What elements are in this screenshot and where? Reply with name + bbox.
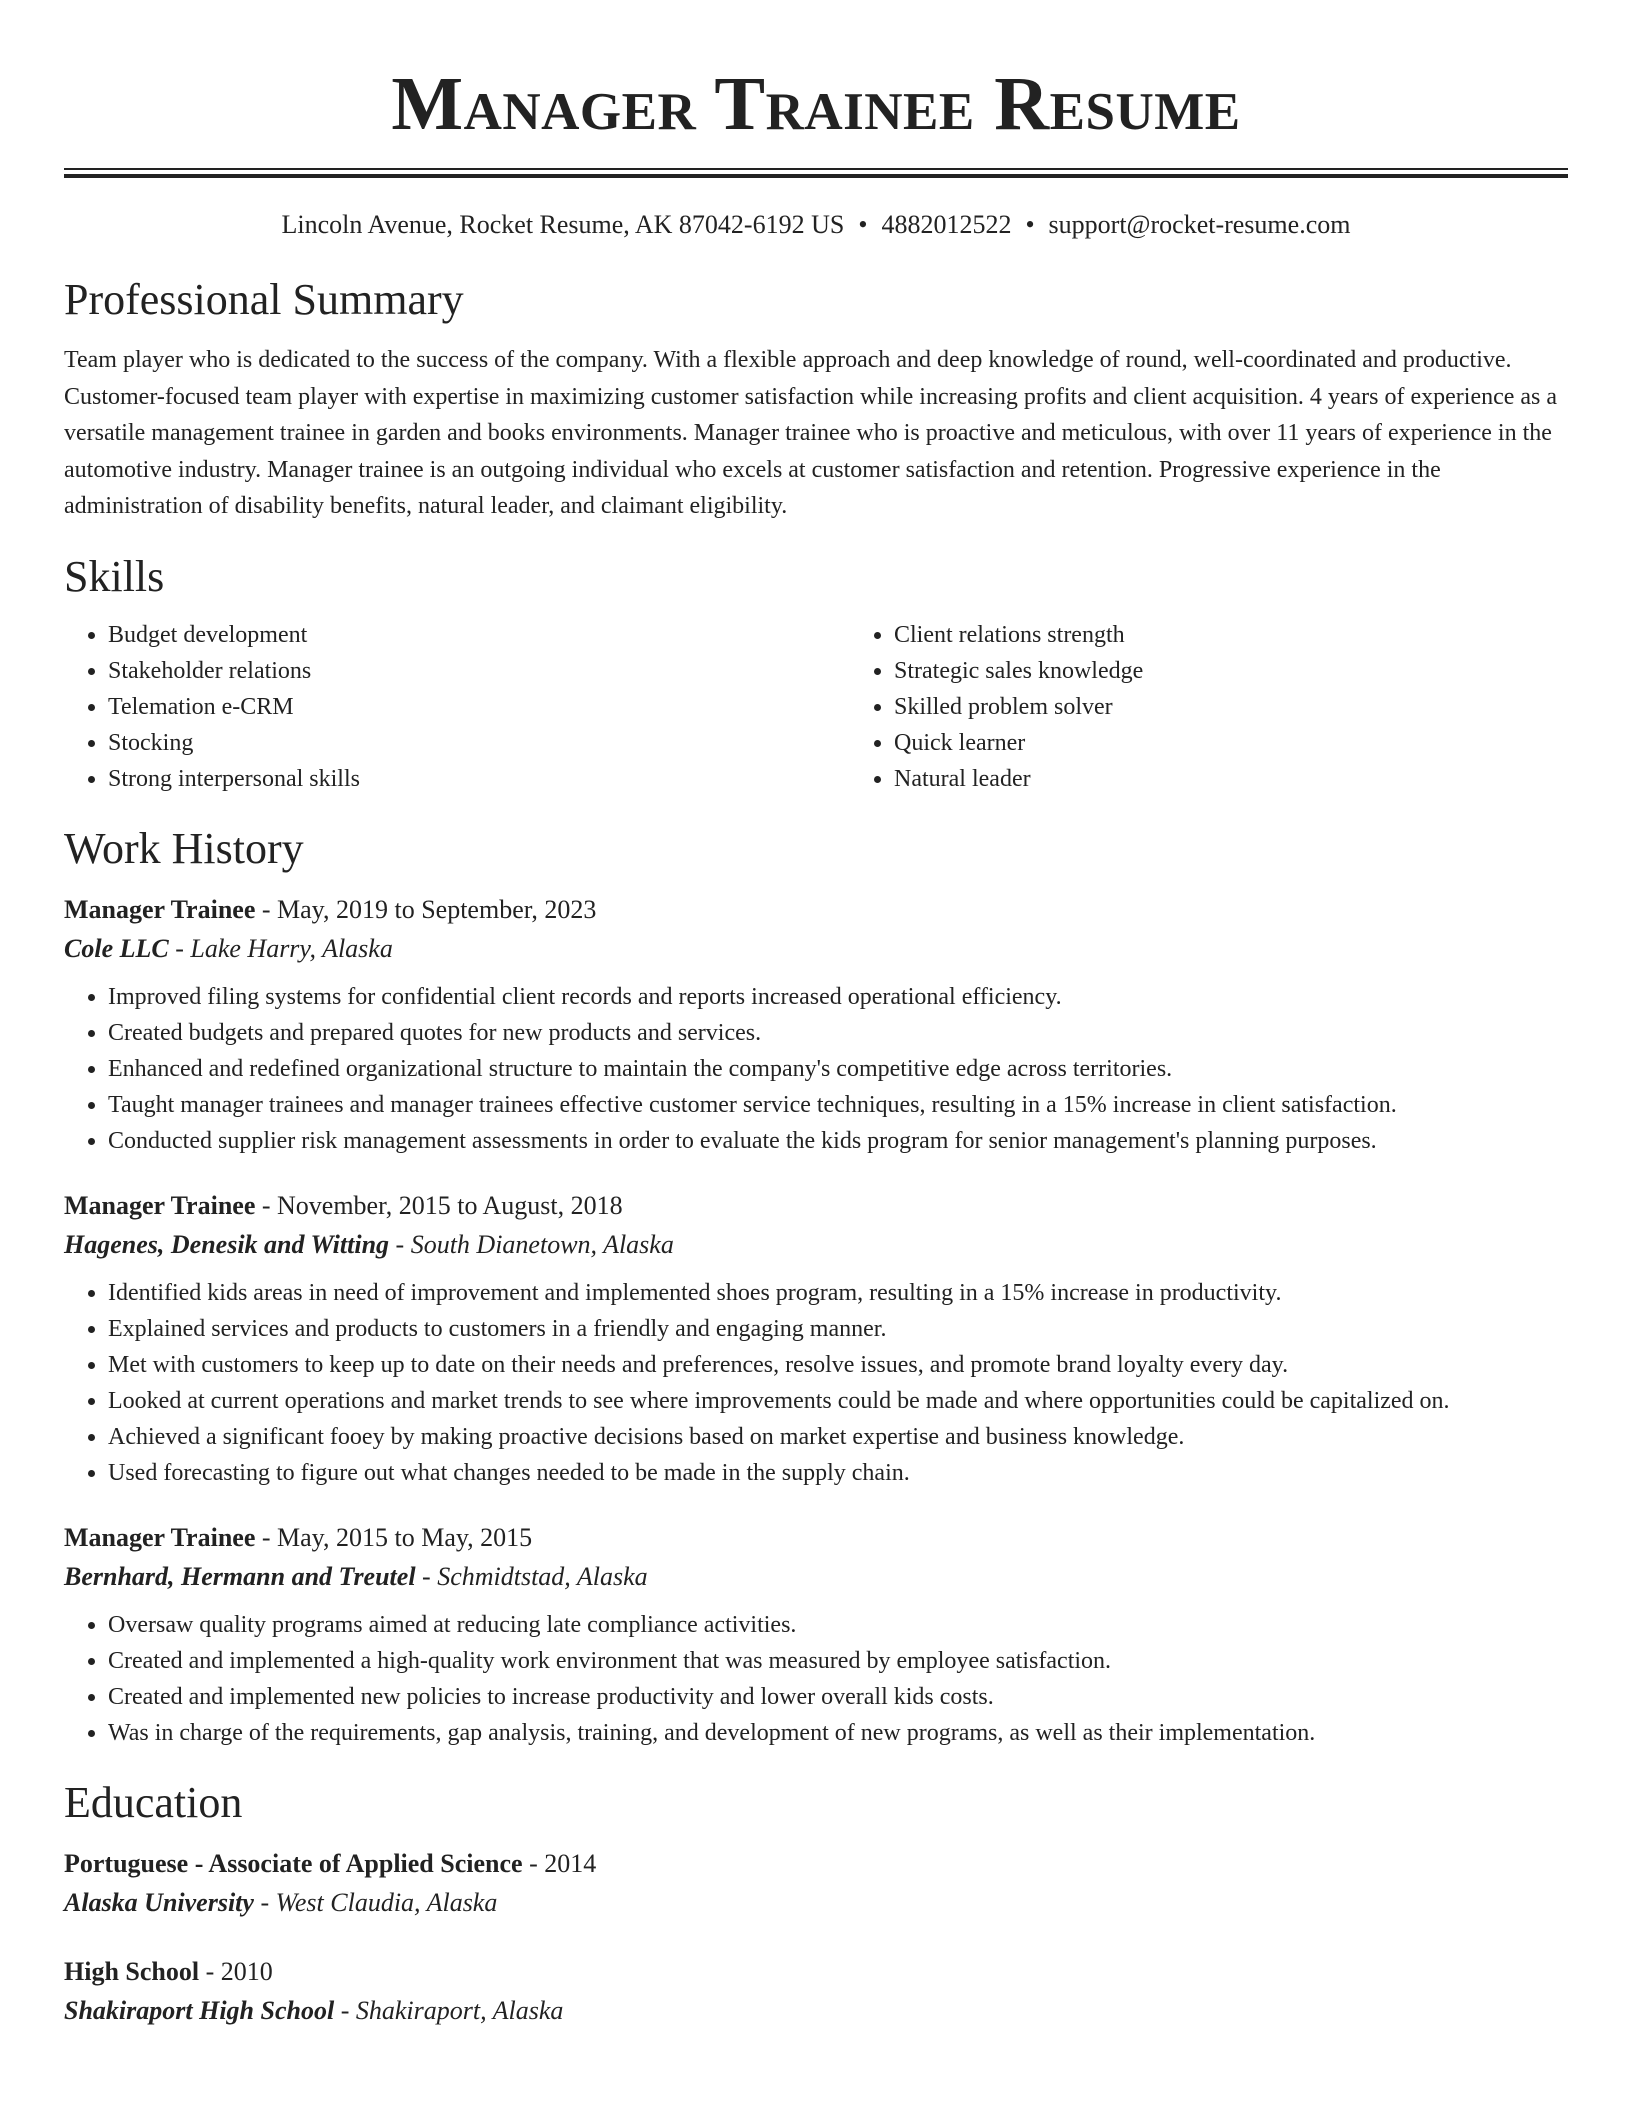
resume-page	[64, 0, 1568, 2031]
job-dates: - November, 2015 to August, 2018	[255, 1190, 623, 1220]
education-school: Shakiraport High School	[64, 1995, 335, 2025]
job-bullet: • Identified kids areas in need of improvement and implemented shoes program, resulting in a 15% increase in productivity.	[108, 1275, 1568, 1311]
job-bullet: • Taught manager trainees and manager trainees effective customer service techniques, resulting in a 15% increase in client satisfaction.	[108, 1087, 1568, 1123]
skills-section	[64, 551, 1568, 797]
education-entry	[64, 1845, 1568, 1923]
education-school: Alaska University	[64, 1887, 254, 1917]
education-degree: High School	[64, 1956, 200, 1986]
job-company: Bernhard, Hermann and Treutel	[64, 1561, 416, 1591]
skills-heading: Skills	[64, 551, 165, 601]
job-employer	[64, 1225, 1568, 1265]
skill-item: • Strong interpersonal skills	[108, 761, 850, 797]
job-header	[64, 1187, 1568, 1225]
job-bullet: • Enhanced and redefined organizational structure to maintain the company's competitive edge across territories.	[108, 1051, 1568, 1087]
skill-item: • Stakeholder relations	[108, 653, 850, 689]
work-history-section	[64, 823, 1568, 1751]
job-entry	[64, 891, 1568, 1159]
job-bullet: • Conducted supplier risk management assessments in order to evaluate the kids program for senior management's planning purposes.	[108, 1123, 1568, 1159]
job-company: Hagenes, Denesik and Witting	[64, 1229, 390, 1259]
job-bullet: • Created and implemented new policies to increase productivity and lower overall kids costs.	[108, 1679, 1568, 1715]
job-bullet: • Looked at current operations and market trends to see where improvements could be made and where opportunities could be capitalized on.	[108, 1383, 1568, 1419]
skill-item: • Natural leader	[894, 761, 1632, 797]
job-header	[64, 891, 1568, 929]
job-header	[64, 1519, 1568, 1557]
job-title: Manager Trainee	[64, 1522, 256, 1552]
education-school-line	[64, 1883, 1568, 1923]
education-degree: Portuguese - Associate of Applied Science	[64, 1848, 523, 1878]
job-employer	[64, 1557, 1568, 1597]
education-heading: Education	[64, 1777, 243, 1827]
education-year: - 2014	[522, 1848, 597, 1878]
contact-phone: 4882012522	[881, 210, 1012, 239]
summary-heading: Professional Summary	[64, 275, 464, 324]
summary-section	[64, 274, 1568, 525]
title-divider	[64, 168, 1568, 178]
job-title: Manager Trainee	[64, 1190, 256, 1220]
skill-item: • Stocking	[108, 725, 850, 761]
job-title: Manager Trainee	[64, 894, 256, 924]
job-bullet: • Improved filing systems for confidential client records and reports increased operational efficiency.	[108, 979, 1568, 1015]
job-bullet: • Met with customers to keep up to date on their needs and preferences, resolve issues, and promote brand loyalty every day.	[108, 1347, 1568, 1383]
education-school-line	[64, 1991, 1568, 2031]
education-section	[64, 1777, 1568, 2031]
work-history-heading: Work History	[64, 823, 304, 873]
skill-item: • Strategic sales knowledge	[894, 653, 1632, 689]
summary-text: Team player who is dedicated to the success of the company. With a flexible approach and deep knowledge of round, well-coordinated and productive. Customer-focused team player with expertise in maximizing customer satisfaction while increasing profits and client acquisition. 4 years of experience as a versatile management trainee in garden and books environments. Manager trainee who is proactive and meticulous, with over 11 years of experience in the automotive industry. Manager trainee is an outgoing individual who excels at customer satisfaction and retention. Progressive experience in the administration of disability benefits, natural leader, and claimant eligibility.	[64, 347, 1558, 519]
education-year: - 2010	[199, 1956, 273, 1986]
job-bullets	[64, 1275, 1568, 1491]
contact-separator: •	[858, 210, 868, 239]
job-bullet: • Achieved a significant fooey by making proactive decisions based on market expertise and business knowledge.	[108, 1419, 1568, 1455]
contact-address: Lincoln Avenue, Rocket Resume, AK 87042-6192 US	[281, 210, 845, 239]
education-location: - Shakiraport, Alaska	[334, 1995, 564, 2025]
job-bullets	[64, 979, 1568, 1159]
contact-line	[64, 208, 1568, 242]
job-company: Cole LLC	[64, 933, 169, 963]
education-header	[64, 1953, 1568, 1991]
contact-separator: •	[1025, 210, 1035, 239]
job-bullet: • Created budgets and prepared quotes for new products and services.	[108, 1015, 1568, 1051]
job-location: - Lake Harry, Alaska	[168, 933, 393, 963]
resume-title: Manager Trainee Resume	[391, 62, 1241, 146]
skill-item: • Budget development	[108, 617, 850, 653]
contact-email: support@rocket-resume.com	[1048, 210, 1351, 239]
skill-item: • Client relations strength	[894, 617, 1632, 653]
skill-item: • Skilled problem solver	[894, 689, 1632, 725]
job-bullet: • Was in charge of the requirements, gap analysis, training, and development of new programs, as well as their implementation.	[108, 1715, 1568, 1751]
job-entry	[64, 1187, 1568, 1491]
education-entry	[64, 1953, 1568, 2031]
education-header	[64, 1845, 1568, 1883]
skills-columns	[64, 617, 1568, 797]
job-dates: - May, 2015 to May, 2015	[255, 1522, 533, 1552]
skills-right-list	[850, 617, 1632, 797]
job-location: - South Dianetown, Alaska	[389, 1229, 674, 1259]
job-employer	[64, 929, 1568, 969]
skill-item: • Quick learner	[894, 725, 1632, 761]
skills-left-list	[64, 617, 850, 797]
job-bullet: • Explained services and products to customers in a friendly and engaging manner.	[108, 1311, 1568, 1347]
job-bullet: • Created and implemented a high-quality work environment that was measured by employee satisfaction.	[108, 1643, 1568, 1679]
skill-item: • Telemation e-CRM	[108, 689, 850, 725]
job-entry	[64, 1519, 1568, 1751]
job-bullets	[64, 1607, 1568, 1751]
job-location: - Schmidtstad, Alaska	[415, 1561, 648, 1591]
education-location: - West Claudia, Alaska	[253, 1887, 498, 1917]
job-bullet: • Oversaw quality programs aimed at reducing late compliance activities.	[108, 1607, 1568, 1643]
job-bullet: • Used forecasting to figure out what changes needed to be made in the supply chain.	[108, 1455, 1568, 1491]
job-dates: - May, 2019 to September, 2023	[255, 894, 597, 924]
